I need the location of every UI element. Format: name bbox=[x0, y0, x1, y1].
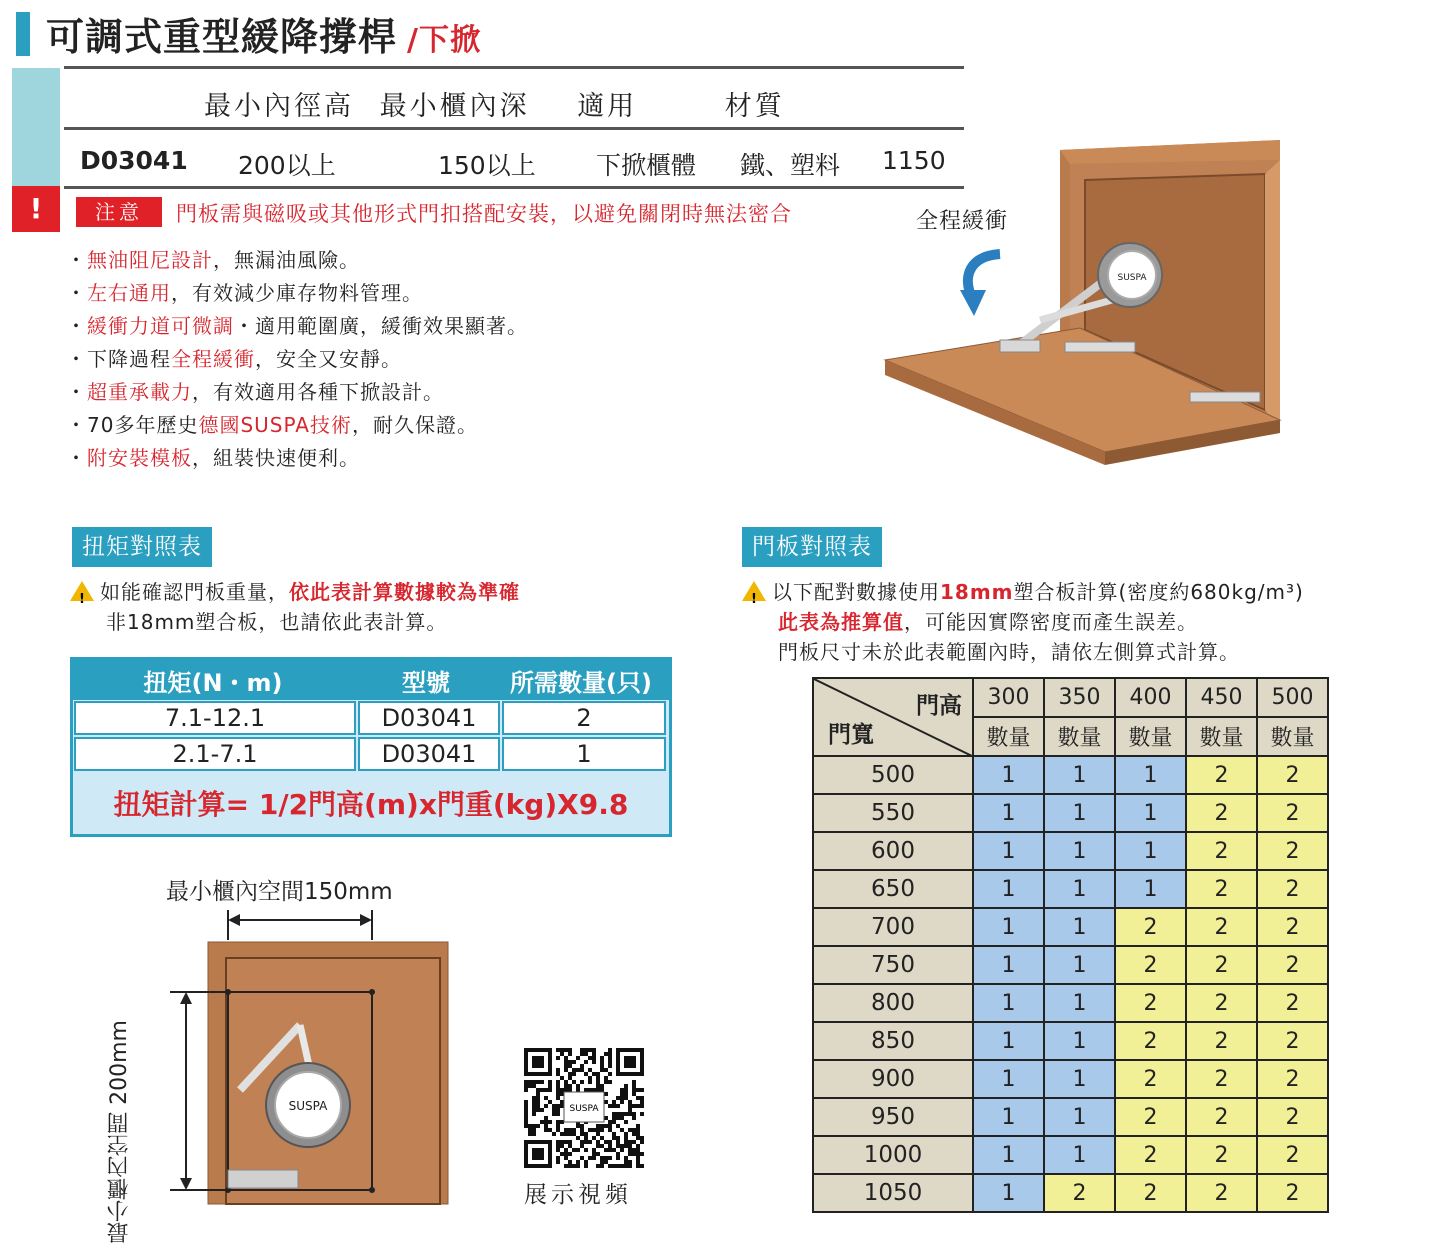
qty-cell: 2 bbox=[1186, 1174, 1257, 1212]
qty-cell: 1 bbox=[973, 946, 1044, 984]
qty-cell: 1 bbox=[973, 832, 1044, 870]
spec-model: D03041 bbox=[80, 146, 188, 175]
qty-cell: 1 bbox=[1044, 1136, 1115, 1174]
table-row bbox=[813, 946, 1328, 984]
spec-header-material: 材質 bbox=[724, 91, 785, 122]
width-cell: 1000 bbox=[813, 1136, 973, 1174]
width-cell: 1050 bbox=[813, 1174, 973, 1212]
spec-side-band bbox=[12, 68, 60, 186]
table-row bbox=[813, 832, 1328, 870]
corner-height-label: 門高 bbox=[916, 693, 962, 719]
qty-cell: 2 bbox=[1186, 984, 1257, 1022]
qty-cell: 1 bbox=[1115, 756, 1186, 794]
qty-cell: 1 bbox=[1044, 1022, 1115, 1060]
height-header: 350 bbox=[1044, 678, 1115, 717]
width-cell: 950 bbox=[813, 1098, 973, 1136]
qty-cell: 2 bbox=[1257, 1136, 1328, 1174]
qty-cell: 2 bbox=[1257, 832, 1328, 870]
door-warning-line3: 門板尺寸未於此表範圍內時，請依左側算式計算。 bbox=[778, 640, 1240, 664]
page-subtitle: /下掀 bbox=[407, 23, 481, 58]
qty-cell: 2 bbox=[1115, 908, 1186, 946]
qr-brand-logo: SUSPA bbox=[569, 1104, 599, 1114]
width-cell: 600 bbox=[813, 832, 973, 870]
qty-cell: 1 bbox=[1044, 1060, 1115, 1098]
qty-cell: 2 bbox=[1257, 794, 1328, 832]
width-cell: 550 bbox=[813, 794, 973, 832]
cabinet-diagram bbox=[160, 900, 460, 1210]
qty-header: 數量 bbox=[1044, 717, 1115, 756]
qty-cell: 2 bbox=[1257, 1098, 1328, 1136]
qty-cell: 2 bbox=[1257, 984, 1328, 1022]
qty-cell: 2 bbox=[1257, 908, 1328, 946]
spec-min-depth: 150以上 bbox=[438, 151, 536, 180]
qty-header: 數量 bbox=[973, 717, 1044, 756]
qty-cell: 1 bbox=[973, 1098, 1044, 1136]
qty-cell: 1 bbox=[973, 1060, 1044, 1098]
table-row bbox=[813, 908, 1328, 946]
corner-width-label: 門寬 bbox=[828, 722, 874, 748]
qty-cell: 1 bbox=[973, 1022, 1044, 1060]
qty-cell: 1 bbox=[973, 1174, 1044, 1212]
qty-header: 數量 bbox=[1186, 717, 1257, 756]
qty-cell: 1 bbox=[973, 794, 1044, 832]
door-warning-line2: 此表為推算值，可能因實際密度而產生誤差。 bbox=[778, 610, 1198, 634]
spec-header-min-depth: 最小櫃內深 bbox=[379, 91, 530, 122]
spec-material: 鐵、塑料 bbox=[740, 151, 841, 180]
qty-cell: 2 bbox=[1186, 1022, 1257, 1060]
qty-cell: 2 bbox=[1257, 1022, 1328, 1060]
height-header: 300 bbox=[973, 678, 1044, 717]
notice-label: 注意 bbox=[76, 197, 162, 227]
qty-cell: 1 bbox=[973, 756, 1044, 794]
table-corner bbox=[813, 678, 973, 756]
qty-cell: 1 bbox=[1044, 908, 1115, 946]
qty-cell: 1 bbox=[1044, 984, 1115, 1022]
torque-table-header bbox=[73, 660, 669, 700]
column-header: 所需數量(只) bbox=[510, 668, 652, 697]
qty-cell: 1 bbox=[1044, 870, 1115, 908]
qty-cell: 2 bbox=[1186, 1060, 1257, 1098]
qty-cell: 2 bbox=[1257, 946, 1328, 984]
torque-table bbox=[70, 657, 672, 837]
title-accent-bar bbox=[16, 12, 30, 56]
qty-cell: 1 bbox=[1044, 756, 1115, 794]
qty-cell: 2 bbox=[1186, 870, 1257, 908]
width-cell: 650 bbox=[813, 870, 973, 908]
table-row bbox=[813, 1060, 1328, 1098]
door-table bbox=[812, 677, 1329, 1213]
table-cell: 2.1-7.1 bbox=[74, 737, 356, 771]
table-row bbox=[813, 870, 1328, 908]
column-header: 扭矩(N・m) bbox=[143, 668, 283, 697]
qty-cell: 1 bbox=[973, 984, 1044, 1022]
qty-cell: 2 bbox=[1257, 1174, 1328, 1212]
qty-cell: 1 bbox=[1044, 946, 1115, 984]
qty-cell: 1 bbox=[1115, 832, 1186, 870]
warning-icon: ! bbox=[70, 581, 94, 601]
column-header: 型號 bbox=[402, 668, 450, 697]
table-cell: D03041 bbox=[358, 737, 500, 771]
spec-headers bbox=[204, 84, 785, 123]
door-section-tag: 門板對照表 bbox=[742, 527, 882, 567]
full-stroke-label: 全程緩衝 bbox=[916, 209, 1009, 234]
table-row bbox=[73, 700, 669, 736]
table-row bbox=[813, 756, 1328, 794]
qty-cell: 1 bbox=[1044, 794, 1115, 832]
qty-cell: 2 bbox=[1257, 1060, 1328, 1098]
width-cell: 750 bbox=[813, 946, 973, 984]
qty-cell: 2 bbox=[1186, 756, 1257, 794]
feature-list bbox=[66, 244, 528, 475]
spec-extra: 1150 bbox=[882, 146, 946, 175]
table-row bbox=[813, 1174, 1328, 1212]
divider bbox=[64, 127, 964, 130]
qty-cell: 2 bbox=[1115, 1174, 1186, 1212]
qty-cell: 2 bbox=[1115, 1098, 1186, 1136]
qty-cell: 2 bbox=[1044, 1174, 1115, 1212]
feature-item: ・超重承載力，有效適用各種下掀設計。 bbox=[66, 380, 444, 404]
height-header: 500 bbox=[1257, 678, 1328, 717]
qty-cell: 2 bbox=[1186, 794, 1257, 832]
feature-item: ・左右通用，有效減少庫存物料管理。 bbox=[66, 281, 423, 305]
table-cell: 2 bbox=[502, 701, 666, 735]
width-cell: 900 bbox=[813, 1060, 973, 1098]
qty-cell: 1 bbox=[973, 1136, 1044, 1174]
width-cell: 700 bbox=[813, 908, 973, 946]
table-row bbox=[73, 736, 669, 772]
qr-label: 展示視頻 bbox=[524, 1182, 632, 1208]
width-cell: 850 bbox=[813, 1022, 973, 1060]
qty-cell: 2 bbox=[1186, 908, 1257, 946]
top-dimension-label: 最小櫃內空間150mm bbox=[166, 879, 393, 905]
qty-cell: 2 bbox=[1115, 1022, 1186, 1060]
torque-warning-line2: 非18mm塑合板，也請依此表計算。 bbox=[106, 610, 448, 634]
qty-header: 數量 bbox=[1257, 717, 1328, 756]
arrow-down-icon bbox=[960, 290, 986, 316]
table-row bbox=[813, 984, 1328, 1022]
height-header: 400 bbox=[1115, 678, 1186, 717]
qty-cell: 1 bbox=[973, 908, 1044, 946]
qty-cell: 2 bbox=[1257, 756, 1328, 794]
torque-section-tag: 扭矩對照表 bbox=[72, 527, 212, 567]
qty-cell: 2 bbox=[1115, 1060, 1186, 1098]
feature-item: ・附安裝模板，組裝快速便利。 bbox=[66, 446, 360, 470]
qty-cell: 1 bbox=[973, 870, 1044, 908]
divider bbox=[64, 186, 964, 189]
qty-cell: 1 bbox=[1115, 794, 1186, 832]
feature-item: ・緩衝力道可微調・適用範圍廣，緩衝效果顯著。 bbox=[66, 314, 528, 338]
table-cell: 1 bbox=[502, 737, 666, 771]
notice-text: 門板需與磁吸或其他形式門扣搭配安裝，以避免關閉時無法密合 bbox=[176, 202, 792, 226]
qty-cell: 2 bbox=[1186, 832, 1257, 870]
height-header: 450 bbox=[1186, 678, 1257, 717]
qr-code[interactable] bbox=[522, 1046, 646, 1170]
torque-warning: ! 如能確認門板重量，依此表計算數據較為準確 bbox=[70, 577, 520, 607]
divider bbox=[64, 66, 964, 69]
table-row bbox=[813, 794, 1328, 832]
feature-item: ・無油阻尼設計，無漏油風險。 bbox=[66, 248, 360, 272]
table-cell: 7.1-12.1 bbox=[74, 701, 356, 735]
qty-cell: 2 bbox=[1115, 984, 1186, 1022]
table-row bbox=[813, 1136, 1328, 1174]
spec-header-min-height: 最小內徑高 bbox=[204, 91, 354, 122]
qty-cell: 1 bbox=[1044, 832, 1115, 870]
table-row bbox=[813, 1098, 1328, 1136]
table-row bbox=[813, 1022, 1328, 1060]
spec-min-height: 200以上 bbox=[238, 151, 336, 180]
torque-formula: 扭矩計算= 1/2門高(m)x門重(kg)X9.8 bbox=[113, 788, 629, 821]
brand-logo: SUSPA bbox=[1117, 273, 1147, 283]
left-dimension-label: 最小櫃內空間 200mm bbox=[107, 1020, 132, 1244]
qty-header: 數量 bbox=[1115, 717, 1186, 756]
diagram-brand-logo: SUSPA bbox=[288, 1099, 328, 1113]
feature-item: ・下降過程全程緩衝，安全又安靜。 bbox=[66, 347, 402, 371]
width-cell: 800 bbox=[813, 984, 973, 1022]
qty-cell: 1 bbox=[1115, 870, 1186, 908]
feature-item: ・70多年歷史德國SUSPA技術，耐久保證。 bbox=[66, 413, 478, 437]
spec-header-application: 適用 bbox=[577, 91, 638, 122]
qty-cell: 2 bbox=[1257, 870, 1328, 908]
table-cell: D03041 bbox=[358, 701, 500, 735]
qty-cell: 2 bbox=[1115, 1136, 1186, 1174]
warning-icon: ! bbox=[742, 581, 766, 601]
alert-icon: ! bbox=[12, 186, 60, 232]
cabinet-illustration bbox=[880, 130, 1300, 470]
spec-application: 下掀櫃體 bbox=[596, 151, 697, 180]
door-warning: ! 以下配對數據使用18mm塑合板計算(密度約680kg/m³) bbox=[742, 577, 1304, 607]
width-cell: 500 bbox=[813, 756, 973, 794]
page-title: 可調式重型緩降撐桿 /下掀 bbox=[46, 15, 481, 59]
qty-cell: 1 bbox=[1044, 1098, 1115, 1136]
qty-cell: 2 bbox=[1186, 1098, 1257, 1136]
qty-cell: 2 bbox=[1115, 946, 1186, 984]
qty-cell: 2 bbox=[1186, 1136, 1257, 1174]
qty-cell: 2 bbox=[1186, 946, 1257, 984]
